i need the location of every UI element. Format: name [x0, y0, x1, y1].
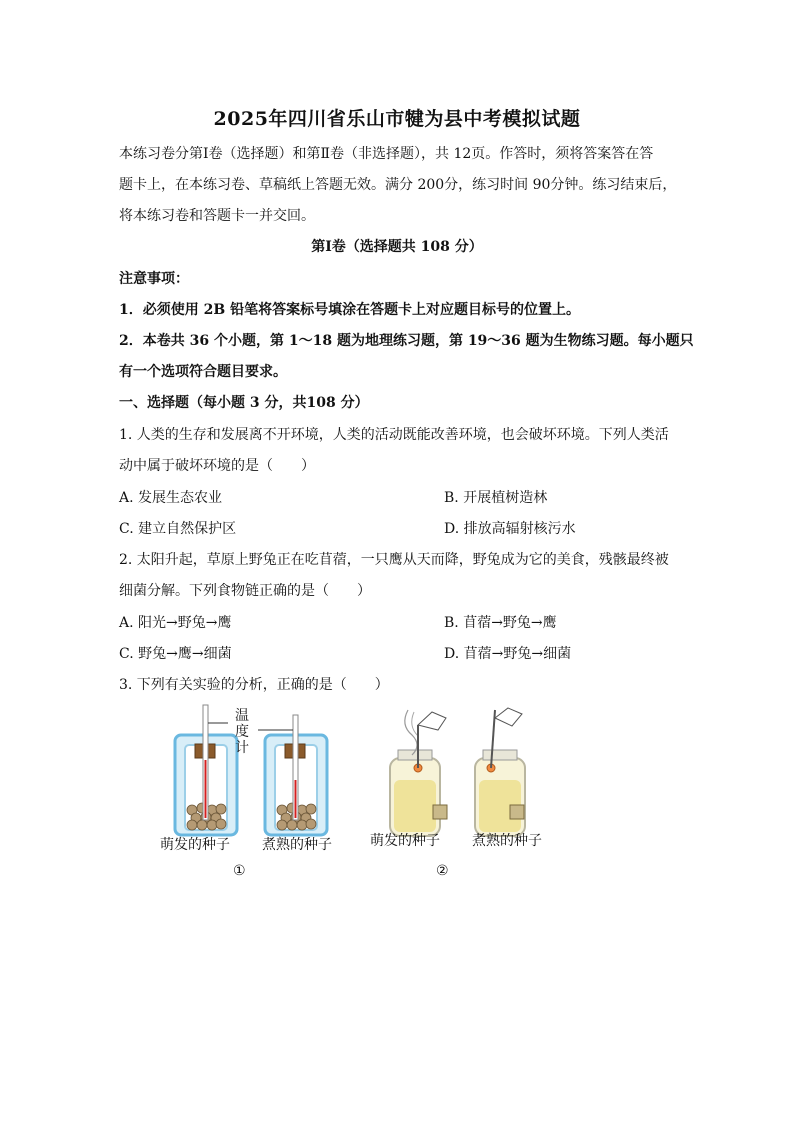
- jar-right: [475, 708, 525, 836]
- exp1-number: ①: [233, 863, 246, 879]
- q1-option-c: C. 建立自然保护区: [119, 521, 237, 537]
- q2-option-b: B. 苜蓿→野兔→鹰: [444, 615, 557, 631]
- q3-stem: 3. 下列有关实验的分析，正确的是（ ）: [119, 677, 389, 693]
- q2-stem-line-2: 细菌分解。下列食物链正确的是（ ）: [119, 583, 371, 599]
- thermometer-right: [293, 715, 298, 820]
- q2-option-a: A. 阳光→野兔→鹰: [119, 615, 232, 631]
- jar-left: [390, 710, 447, 836]
- part-heading: 一、选择题（每小题 3 分，共108 分）: [119, 395, 369, 411]
- experiment-figure: [150, 700, 570, 890]
- note-1: 1．必须使用 2B 铅笔将答案标号填涂在答题卡上对应题目标号的位置上。: [119, 302, 581, 318]
- thermometer-left: [203, 705, 208, 820]
- experiment-illustration: [150, 700, 570, 890]
- intro-line-1: 本练习卷分第Ⅰ卷（选择题）和第Ⅱ卷（非选择题），共 12页。作答时，须将答案答在答: [119, 146, 654, 162]
- thermometer-label-char-2: 度: [235, 724, 249, 740]
- q2-option-d: D. 苜蓿→野兔→细菌: [444, 646, 572, 662]
- exp1-right-caption: 煮熟的种子: [262, 837, 332, 853]
- q1-stem-line-1: 1. 人类的生存和发展离不开环境，人类的活动既能改善环境，也会破坏环境。下列人类活: [119, 427, 669, 443]
- q1-option-a: A. 发展生态农业: [119, 490, 223, 506]
- page-title: 2025年四川省乐山市犍为县中考模拟试题: [213, 108, 581, 130]
- q1-option-b: B. 开展植树造林: [444, 490, 548, 506]
- exp2-right-caption: 煮熟的种子: [472, 833, 542, 849]
- exp2-left-caption: 萌发的种子: [370, 833, 440, 849]
- q2-stem-line-1: 2. 太阳升起，草原上野兔正在吃苜蓿，一只鹰从天而降，野兔成为它的美食，残骸最终被: [119, 552, 669, 568]
- thermometer-label: [233, 708, 251, 756]
- notes-heading: 注意事项：: [119, 271, 189, 287]
- q1-option-d: D. 排放高辐射核污水: [444, 521, 576, 537]
- thermometer-label-char-3: 计: [235, 740, 249, 756]
- section-title: 第Ⅰ卷（选择题共 108 分）: [311, 239, 483, 255]
- q1-stem-line-2: 动中属于破坏环境的是（ ）: [119, 458, 315, 474]
- note-2-cont: 有一个选项符合题目要求。: [119, 364, 287, 380]
- exp1-left-caption: 萌发的种子: [160, 837, 230, 853]
- note-2: 2．本卷共 36 个小题，第 1～18 题为地理练习题，第 19～36 题为生物练习题。每小题只: [119, 333, 694, 349]
- q2-option-c: C. 野兔→鹰→细菌: [119, 646, 232, 662]
- intro-line-2: 题卡上，在本练习卷、草稿纸上答题无效。满分 200分，练习时间 90分钟。练习结束后，: [119, 177, 677, 193]
- intro-line-3: 将本练习卷和答题卡一并交回。: [119, 208, 315, 224]
- thermometer-label-char-1: 温: [235, 708, 249, 724]
- exp2-number: ②: [436, 863, 449, 879]
